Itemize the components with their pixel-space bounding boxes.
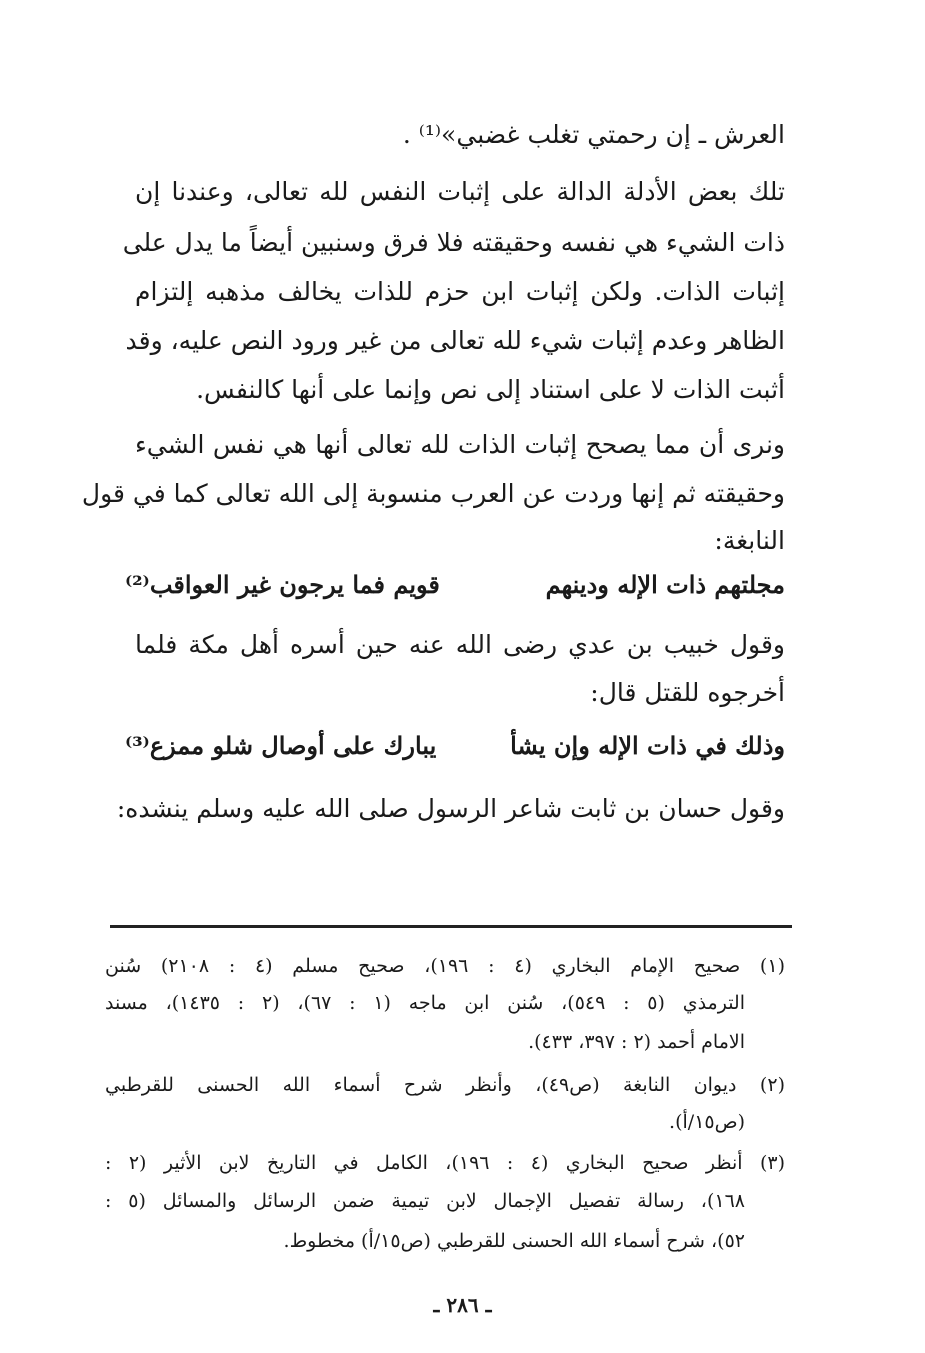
verse-second-hemistich: قويم فما يرجون غير العواقب⁽²⁾ [125, 570, 440, 599]
text-line: أخرجوه للقتل قال: [590, 678, 785, 707]
footnote-line: (٣) أنظر صحيح البخاري (٤ : ١٩٦)، الكامل في التاريخ لابن الأثير (٢ : [105, 1152, 785, 1174]
footnote-line: (١) صحيح الإمام البخاري (٤ : ١٩٦)، صحيح مسلم (٤ : ٢١٠٨) سُنن [105, 955, 785, 977]
text-line: وحقيقته ثم إنها وردت عن العرب منسوبة إلى الله تعالى كما في قول [81, 479, 785, 508]
page-number: ـ ٢٨٦ ـ [433, 1293, 492, 1317]
text-line: أثبت الذات لا على استناد إلى نص وإنما على أنها كالنفس. [196, 375, 785, 404]
verse-1 [125, 570, 785, 610]
footnote-line: ٥٢)، شرح أسماء الله الحسنى للقرطبي (ص١٥/أ) مخطوط. [283, 1230, 745, 1252]
verse-2 [125, 731, 785, 771]
text-line: النابغة: [714, 526, 785, 555]
text-line: ونرى أن مما يصحح إثبات الذات لله تعالى أنها هي نفس الشيء [135, 430, 785, 459]
text-line: ذات الشيء هي نفسه وحقيقته فلا فرق وسنبين أيضاً ما يدل على [122, 228, 785, 257]
text-line: تلك بعض الأدلة الدالة على إثبات النفس لله تعالى، وعندنا إن [135, 177, 785, 206]
verse-first-hemistich: مجلتهم ذات الإله ودينهم [545, 570, 785, 599]
footnote-line: ١٦٨)، رسالة تفصيل الإجمال لابن تيمية ضمن الرسائل والمسائل (٥ : [105, 1190, 745, 1212]
text-line: إثبات الذات. ولكن إثبات ابن حزم للذات يخالف مذهبه إلتزام [135, 277, 785, 306]
verse-second-hemistich: يبارك على أوصال شلو ممزع⁽³⁾ [125, 731, 437, 760]
text-line: العرش ـ إن رحمتي تغلب غضبي»⁽¹⁾ . [402, 120, 785, 149]
footnote-separator [110, 925, 792, 928]
footnote-line: (٢) ديوان النابغة (ص٤٩)، وأنظر شرح أسماء الله الحسنى للقرطبي [105, 1074, 785, 1096]
text-line: وقول خبيب بن عدي رضى الله عنه حين أسره أهل مكة فلما [135, 630, 785, 659]
footnote-line: (ص١٥/أ). [669, 1111, 745, 1133]
footnote-line: الترمذي (٥ : ٥٤٩)، سُنن ابن ماجه (١ : ٦٧)، (٢ : ١٤٣٥)، مسند [105, 992, 746, 1014]
text-line: الظاهر وعدم إثبات شيء لله تعالى من غير ورود النص عليه، وقد [125, 326, 785, 355]
verse-first-hemistich: وذلك في ذات الإله وإن يشأ [510, 731, 785, 760]
footnote-line: الامام أحمد (٢ : ٣٩٧، ٤٣٣). [528, 1031, 745, 1053]
text-line: وقول حسان بن ثابت شاعر الرسول صلى الله عليه وسلم ينشده: [116, 794, 785, 823]
